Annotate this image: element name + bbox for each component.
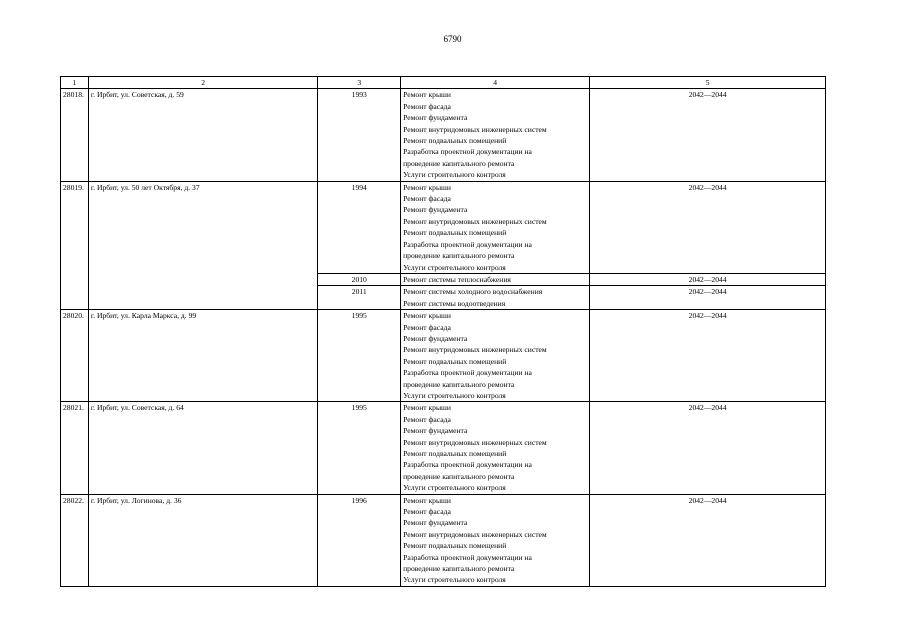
year-cell: 1995 [318, 402, 401, 494]
year-cell: 2010 [318, 273, 401, 285]
works-cell [401, 89, 590, 181]
table-row [61, 494, 826, 586]
work-item: Ремонт фасада [403, 101, 451, 111]
row-number-cell: 28021. [61, 402, 89, 494]
table-row [61, 181, 826, 273]
work-item: проведение капитального ремонта [403, 251, 515, 261]
address-cell: г. Ирбит, ул. Логинова, д. 36 [88, 494, 318, 586]
work-item: Услуги строительного контроля [403, 390, 506, 400]
work-item: Ремонт фасада [403, 322, 451, 332]
work-item: Ремонт фасада [403, 194, 451, 204]
works-cell [401, 181, 590, 273]
column-header: 1 [61, 77, 89, 89]
year-cell: 1994 [318, 181, 401, 273]
work-item: Ремонт крыши [403, 182, 451, 192]
work-item: Ремонт подвальных помещений [403, 449, 507, 458]
work-item: Ремонт подвальных помещений [403, 228, 507, 238]
work-item: Разработка проектной документации на [403, 552, 532, 562]
term-cell: 2042—2044 [590, 310, 826, 402]
address-cell: г. Ирбит, ул. Советская, д. 59 [88, 89, 318, 181]
term-cell: 2042—2044 [590, 89, 826, 181]
work-item: Ремонт крыши [403, 90, 451, 100]
term-cell: 2042—2044 [590, 273, 826, 285]
work-item: Разработка проектной документации на [403, 239, 532, 249]
row-number-cell: 28022. [61, 494, 89, 586]
work-item: Ремонт крыши [403, 403, 451, 413]
address-cell: г. Ирбит, ул. Карла Маркса, д. 99 [88, 310, 318, 402]
column-header: 5 [590, 77, 826, 89]
page-number: 6790 [443, 34, 462, 44]
work-item: Услуги строительного контроля [403, 262, 506, 272]
year-cell: 1996 [318, 494, 401, 586]
work-item: Разработка проектной документации на [403, 460, 532, 470]
work-item: Ремонт фундамента [403, 426, 468, 436]
year-cell: 2011 [318, 286, 401, 310]
work-item: Ремонт крыши [403, 311, 451, 321]
work-item: Ремонт крыши [403, 495, 451, 505]
work-item: Разработка проектной документации на [403, 147, 532, 157]
work-item: Ремонт фундамента [403, 113, 468, 123]
row-number-cell: 28018. [61, 89, 89, 181]
column-header: 4 [401, 77, 590, 89]
header-row [61, 77, 826, 89]
address-cell: г. Ирбит, ул. 50 лет Октября, д. 37 [88, 181, 318, 309]
column-header: 2 [88, 77, 318, 89]
work-item: Ремонт фасада [403, 414, 451, 424]
work-item: Ремонт подвальных помещений [403, 356, 507, 366]
year-cell: 1993 [318, 89, 401, 181]
work-item: проведение капитального ремонта [403, 564, 515, 574]
term-cell: 2042—2044 [590, 181, 826, 273]
term-cell: 2042—2044 [590, 286, 826, 310]
works-cell [401, 286, 590, 310]
work-item: проведение капитального ремонта [403, 471, 515, 481]
table-row [61, 402, 826, 494]
work-item: Ремонт системы водоотведения [403, 298, 506, 308]
work-item: проведение капитального ремонта [403, 379, 515, 389]
table-row [61, 89, 826, 181]
work-item: Ремонт внутридомовых инженерных систем [403, 345, 547, 355]
work-item: проведение капитального ремонта [403, 158, 515, 168]
year-cell: 1995 [318, 310, 401, 402]
address-cell: г. Ирбит, ул. Советская, д. 64 [88, 402, 318, 494]
work-item: Ремонт внутридомовых инженерных систем [403, 529, 547, 539]
work-item: Услуги строительного контроля [403, 170, 506, 180]
term-cell: 2042—2044 [590, 402, 826, 494]
work-item: Ремонт системы холодного водоснабжения [403, 287, 543, 297]
works-cell [401, 494, 590, 586]
work-item: Ремонт системы теплоснабжения [403, 274, 511, 284]
capital-repair-table [60, 76, 826, 587]
column-header: 3 [318, 77, 401, 89]
works-cell [401, 273, 590, 285]
work-item: Ремонт фундамента [403, 518, 468, 528]
work-item: Разработка проектной документации на [403, 368, 532, 378]
work-item: Ремонт фундамента [403, 205, 468, 215]
work-item: Услуги строительного контроля [403, 575, 506, 585]
work-item: Ремонт внутридомовых инженерных систем [403, 216, 547, 226]
term-cell: 2042—2044 [590, 494, 826, 586]
works-cell [401, 310, 590, 402]
row-number-cell: 28020. [61, 310, 89, 402]
work-item: Ремонт внутридомовых инженерных систем [403, 437, 547, 447]
table-body [61, 77, 826, 587]
row-number-cell: 28019. [61, 181, 89, 309]
work-item: Ремонт подвальных помещений [403, 136, 507, 146]
work-item: Ремонт подвальных помещений [403, 541, 507, 551]
works-cell [401, 402, 590, 494]
work-item: Ремонт фундамента [403, 333, 468, 343]
work-item: Услуги строительного контроля [403, 483, 506, 493]
table-row [61, 310, 826, 402]
work-item: Ремонт внутридомовых инженерных систем [403, 124, 547, 134]
work-item: Ремонт фасада [403, 507, 451, 517]
